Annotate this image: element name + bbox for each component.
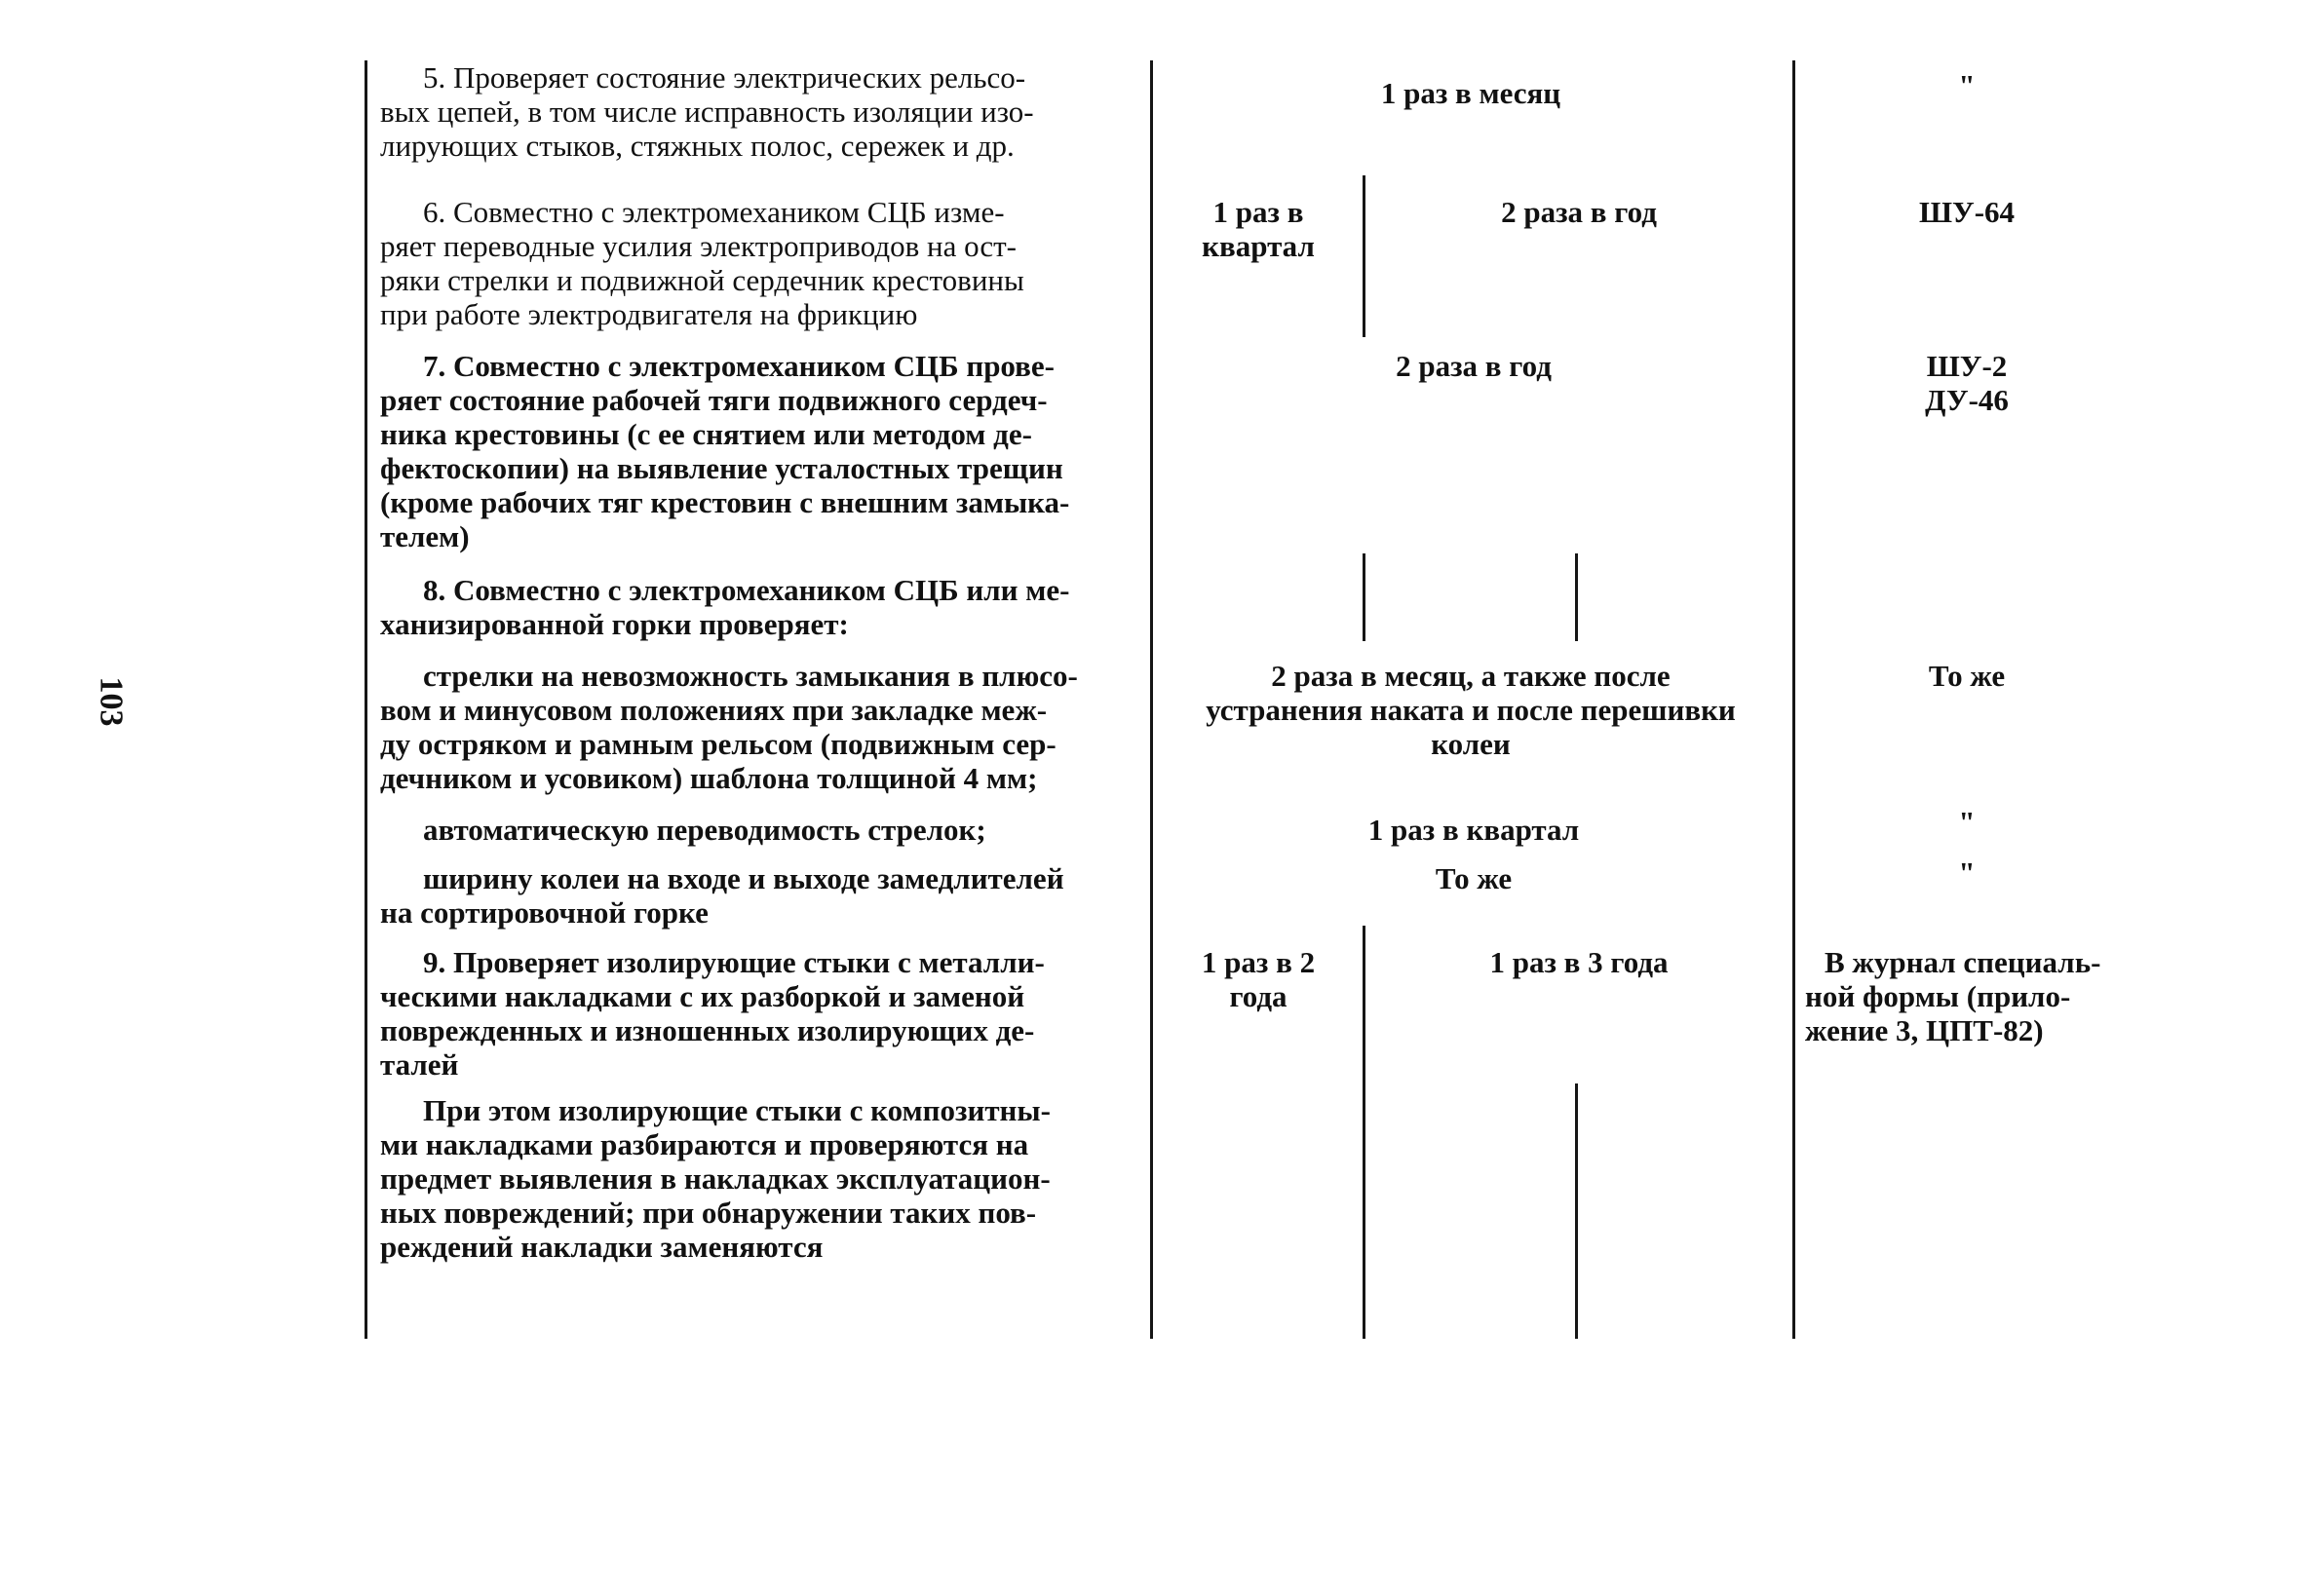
subcol-rule-r9-left <box>1363 926 1365 1339</box>
row5-line-3: лирующих стыков, стяжных полос, сережек и др. <box>380 129 1015 163</box>
row8a-frequency <box>1206 659 1736 761</box>
row5-text <box>380 60 1034 163</box>
row8a-line-3: ду остряком и рамным рельсом (подвижным сер- <box>380 727 1057 761</box>
row10-line-3: предмет выявления в накладках эксплуатацион- <box>380 1161 1051 1196</box>
row7-frequency-line-1: 2 раза в год <box>1396 349 1552 383</box>
row8a-line-1: стрелки на невозможность замыкания в плюсо- <box>423 659 1078 693</box>
row6-frequency-b <box>1501 195 1657 229</box>
row5-note <box>1958 68 1975 102</box>
row6-line-1: 6. Совместно с электромехаником СЦБ изме- <box>423 195 1005 229</box>
row7-line-4: фектоскопии) на выявление усталостных трещин <box>380 451 1063 485</box>
row8a-frequency-line-1: 2 раза в месяц, а также после <box>1271 659 1671 693</box>
row6-note <box>1919 195 2015 229</box>
row10-line-5: реждений накладки заменяются <box>380 1230 824 1264</box>
row9-note-line-2: ной формы (прило- <box>1805 979 2071 1013</box>
row10-line-1: При этом изолирующие стыки с композитны- <box>423 1093 1051 1127</box>
row10-text <box>380 1093 1051 1264</box>
row8b-line-1: автоматическую переводимость стрелок; <box>423 813 986 847</box>
row5-line-1: 5. Проверяет состояние электрических рельсо- <box>423 60 1026 95</box>
row9-note-line-1: В журнал специаль- <box>1825 945 2101 979</box>
row8a-line-2: вом и минусовом положениях при закладке меж- <box>380 693 1048 727</box>
row9-line-1: 9. Проверяет изолирующие стыки с металли- <box>423 945 1045 979</box>
subcol-rule-r8-right <box>1575 553 1578 641</box>
row8b-frequency-line-1: 1 раз в квартал <box>1367 813 1580 847</box>
row7-text <box>380 349 1069 553</box>
row5-frequency-line-1: 1 раз в месяц <box>1380 76 1561 110</box>
subcol-rule-r10-right <box>1575 1083 1578 1339</box>
row8c-frequency-line-1: То же <box>1435 861 1513 895</box>
row5-note-line-1: " <box>1958 68 1976 102</box>
row8a-note-line-1: То же <box>1928 659 2006 693</box>
row7-line-3: ника крестовины (с ее снятием или методом де- <box>380 417 1032 451</box>
row9-line-4: талей <box>380 1047 459 1082</box>
row9-text <box>380 945 1045 1082</box>
row7-line-6: телем) <box>380 519 470 553</box>
row6-note-line-1: ШУ-64 <box>1918 195 2016 229</box>
row9-frequency-a-line-2: года <box>1229 979 1288 1013</box>
row6-line-4: при работе электродвигателя на фрикцию <box>380 297 918 331</box>
row6-line-3: ряки стрелки и подвижной сердечник крестовины <box>380 263 1024 297</box>
row6-frequency-a-line-2: квартал <box>1202 229 1315 263</box>
row8a-frequency-line-3: колеи <box>1431 727 1511 761</box>
table-col-rule-1 <box>1150 60 1153 1339</box>
page-number: 103 <box>93 676 130 727</box>
row8c-line-1: ширину колеи на входе и выходе замедлителей <box>423 861 1064 895</box>
row8-text <box>380 573 1069 641</box>
row10-line-2: ми накладками разбираются и проверяются на <box>380 1127 1029 1161</box>
row9-frequency-a-line-1: 1 раз в 2 <box>1201 945 1316 979</box>
row8c-frequency <box>1436 861 1512 895</box>
row8b-note <box>1958 805 1975 839</box>
subcol-rule-r6 <box>1363 175 1365 337</box>
row8-line-2: ханизированной горки проверяет: <box>380 607 849 641</box>
row7-line-1: 7. Совместно с электромехаником СЦБ прове- <box>423 349 1055 383</box>
row8b-note-line-1: " <box>1958 805 1976 839</box>
row6-frequency-a-line-1: 1 раз в <box>1212 195 1304 229</box>
row8c-line-2: на сортировочной горке <box>380 895 709 930</box>
row7-frequency <box>1396 349 1552 383</box>
row8a-text <box>380 659 1078 795</box>
row7-line-2: ряет состояние рабочей тяги подвижного сердеч- <box>380 383 1048 417</box>
row6-line-2: ряет переводные усилия электроприводов на ост- <box>380 229 1017 263</box>
row7-note-line-2: ДУ-46 <box>1925 383 2009 417</box>
row8-line-1: 8. Совместно с электромехаником СЦБ или ме- <box>423 573 1070 607</box>
row8c-note-line-1: " <box>1958 855 1976 890</box>
row7-note <box>1925 349 2009 417</box>
row9-note-line-3: жение 3, ЦПТ-82) <box>1805 1013 2044 1047</box>
row7-note-line-1: ШУ-2 <box>1926 349 2008 383</box>
row6-frequency-a <box>1202 195 1315 263</box>
subcol-rule-r8-left <box>1363 553 1365 641</box>
row8b-text <box>380 813 986 847</box>
row8c-note <box>1958 855 1975 890</box>
row9-frequency-a <box>1202 945 1315 1013</box>
table-col-rule-4 <box>1792 60 1795 1339</box>
row5-frequency <box>1381 76 1560 110</box>
row5-line-2: вых цепей, в том числе исправность изоляции изо- <box>380 95 1034 129</box>
row8a-line-4: дечником и усовиком) шаблона толщиной 4 мм; <box>380 761 1038 795</box>
row8a-note <box>1929 659 2005 693</box>
row8a-frequency-line-2: устранения наката и после перешивки <box>1206 693 1736 727</box>
row9-line-2: ческими накладками с их разборкой и заменой <box>380 979 1025 1013</box>
row6-frequency-b-line-1: 2 раза в год <box>1501 195 1657 229</box>
row9-line-3: поврежденных и изношенных изолирующих де- <box>380 1013 1035 1047</box>
row9-frequency-b <box>1489 945 1668 979</box>
row9-frequency-b-line-1: 1 раз в 3 года <box>1489 945 1669 979</box>
row7-line-5: (кроме рабочих тяг крестовин с внешним замыка- <box>380 485 1070 519</box>
row8b-frequency <box>1368 813 1579 847</box>
row8c-text <box>380 861 1064 930</box>
row6-text <box>380 195 1024 331</box>
table-left-rule <box>365 60 367 1339</box>
row10-line-4: ных повреждений; при обнаружении таких пов- <box>380 1196 1037 1230</box>
row9-note <box>1805 945 2100 1047</box>
